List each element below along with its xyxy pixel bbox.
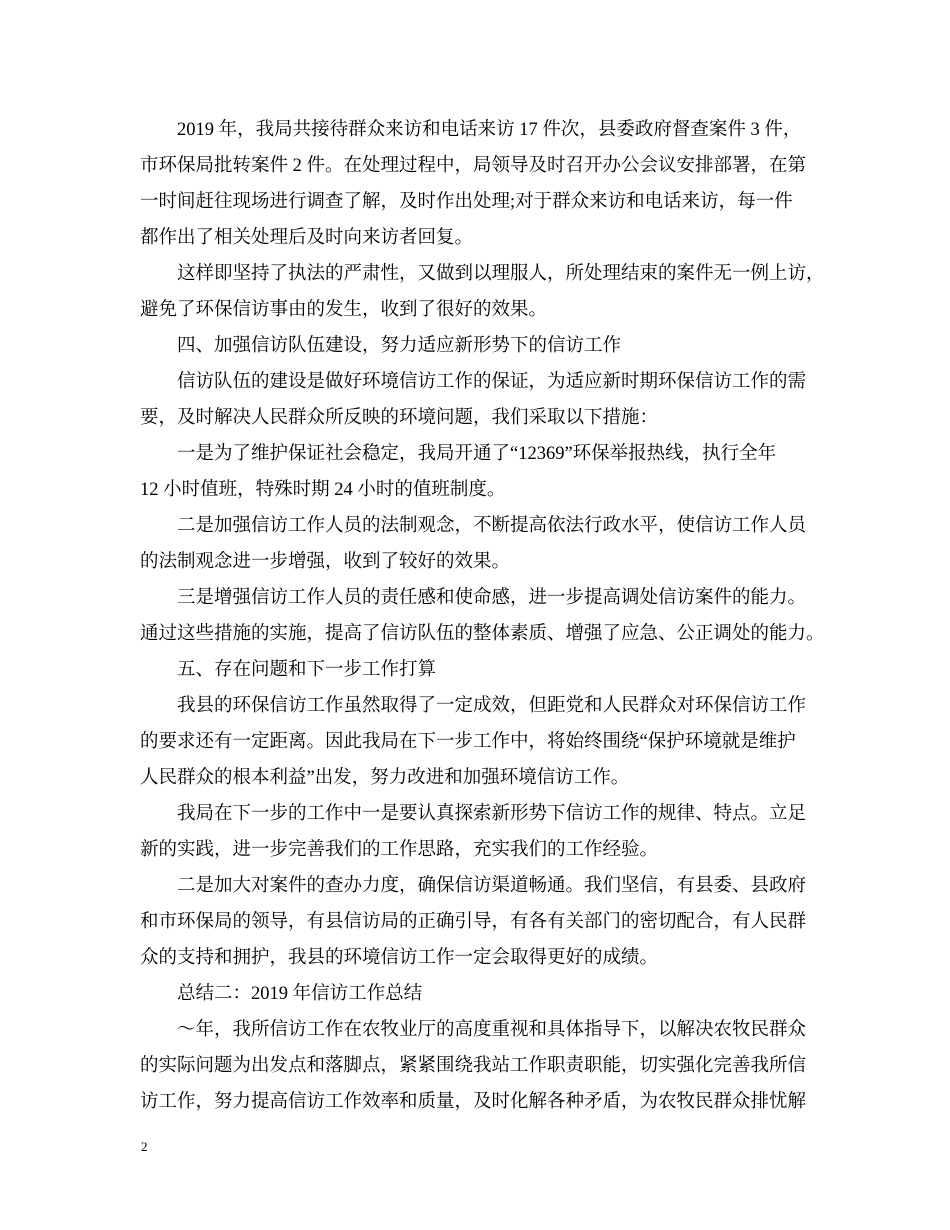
text-line: 的实际问题为出发点和落脚点，紧紧围绕我站工作职责职能，切实强化完善我所信 xyxy=(140,1056,807,1076)
heading-text: 五、存在问题和下一步工作打算 xyxy=(177,660,437,680)
text-line: 12 小时值班，特殊时期 24 小时的值班制度。 xyxy=(140,480,506,500)
paragraph xyxy=(140,868,860,976)
text-line: 2019 年，我局共接待群众来访和电话来访 17 件次，县委政府督查案件 3 件， xyxy=(177,120,802,140)
paragraph xyxy=(140,688,860,796)
section-heading xyxy=(140,328,860,364)
text-line: 我县的环保信访工作虽然取得了一定成效，但距党和人民群众对环保信访工作 xyxy=(177,696,807,716)
text-line: 二是加强信访工作人员的法制观念，不断提高依法行政水平，使信访工作人员 xyxy=(177,516,807,536)
paragraph xyxy=(140,580,860,652)
section-heading xyxy=(140,976,860,1012)
text-line: ～年，我所信访工作在农牧业厅的高度重视和具体指导下，以解决农牧民群众 xyxy=(177,1020,807,1040)
heading-text: 总结二：2019 年信访工作总结 xyxy=(177,984,423,1004)
section-heading xyxy=(140,652,860,688)
text-line: 一时间赶往现场进行调查了解，及时作出处理;对于群众来访和电话来访，每一件 xyxy=(140,192,793,212)
text-line: 信访队伍的建设是做好环境信访工作的保证，为适应新时期环保信访工作的需 xyxy=(177,372,807,392)
text-line: 一是为了维护保证社会稳定，我局开通了“12369”环保举报热线，执行全年 xyxy=(177,444,777,464)
text-line: 通过这些措施的实施，提高了信访队伍的整体素质、增强了应急、公正调处的能力。 xyxy=(140,624,825,644)
text-line: 人民群众的根本利益”出发，努力改进和加强环境信访工作。 xyxy=(140,768,630,788)
text-line: 避免了环保信访事由的发生，收到了很好的效果。 xyxy=(140,300,548,320)
paragraph xyxy=(140,364,860,436)
paragraph xyxy=(140,112,860,256)
paragraph xyxy=(140,796,860,868)
text-line: 三是增强信访工作人员的责任感和使命感，进一步提高调处信访案件的能力。 xyxy=(177,588,807,608)
text-line: 我局在下一步的工作中一是要认真探索新形势下信访工作的规律、特点。立足 xyxy=(177,804,807,824)
paragraph xyxy=(140,508,860,580)
text-line: 都作出了相关处理后及时向来访者回复。 xyxy=(140,228,474,248)
paragraph xyxy=(140,256,860,328)
text-line: 和市环保局的领导，有县信访局的正确引导，有各有关部门的密切配合，有人民群 xyxy=(140,912,807,932)
paragraph xyxy=(140,1012,860,1120)
text-line: 要，及时解决人民群众所反映的环境问题，我们采取以下措施： xyxy=(140,408,659,428)
document-body xyxy=(140,112,860,1120)
text-line: 新的实践，进一步完善我们的工作思路，充实我们的工作经验。 xyxy=(140,840,659,860)
text-line: 访工作，努力提高信访工作效率和质量，及时化解各种矛盾，为农牧民群众排忧解 xyxy=(140,1092,807,1112)
heading-text: 四、加强信访队伍建设，努力适应新形势下的信访工作 xyxy=(177,336,622,356)
text-line: 市环保局批转案件 2 件。在处理过程中，局领导及时召开办公会议安排部署，在第 xyxy=(140,156,807,176)
page-number: 2 xyxy=(141,1139,148,1154)
text-line: 二是加大对案件的查办力度，确保信访渠道畅通。我们坚信，有县委、县政府 xyxy=(177,876,807,896)
text-line: 的法制观念进一步增强，收到了较好的效果。 xyxy=(140,552,511,572)
text-line: 的要求还有一定距离。因此我局在下一步工作中，将始终围绕“保护环境就是维护 xyxy=(140,732,796,752)
text-line: 众的支持和拥护，我县的环境信访工作一定会取得更好的成绩。 xyxy=(140,948,659,968)
text-line: 这样即坚持了执法的严肃性，又做到以理服人，所处理结束的案件无一例上访， xyxy=(177,264,825,284)
paragraph xyxy=(140,436,860,508)
